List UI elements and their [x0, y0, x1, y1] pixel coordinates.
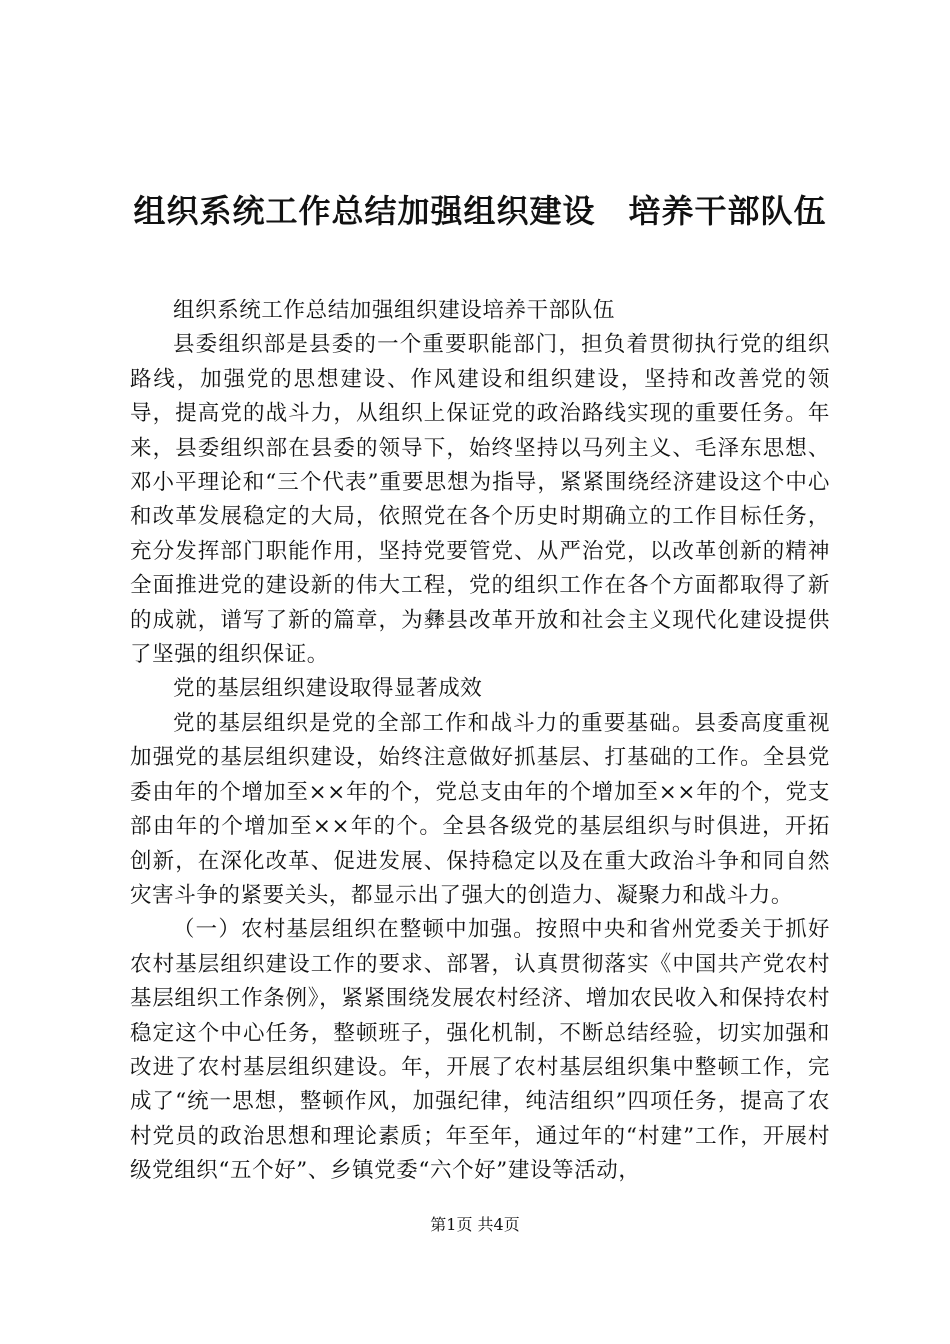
paragraph-intro: 县委组织部是县委的一个重要职能部门，担负着贯彻执行党的组织路线，加强党的思想建设、作风建设和组织建设，坚持和改善党的领导，提高党的战斗力，从组织上保证党的政治路线实现的重要任务。年来，县委组织部在县委的领导下，始终坚持以马列主义、毛泽东思想、邓小平理论和“三个代表”重要思想为指导，紧紧围绕经济建设这个中心和改革发展稳定的大局，依照党在各个历史时期确立的工作目标任务，充分发挥部门职能作用，坚持党要管党、从严治党，以改革创新的精神全面推进党的建设新的伟大工程，党的组织工作在各个方面都取得了新的成就，谱写了新的篇章，为彝县改革开放和社会主义现代化建设提供了坚强的组织保证。	[130, 332, 830, 668]
page-footer: 第1页 共4页	[430, 1215, 520, 1234]
paragraph-grassroots: 党的基层组织是党的全部工作和战斗力的重要基础。县委高度重视加强党的基层组织建设，始终注意做好抓基层、打基础的工作。全县党委由年的个增加至××年的个，党总支由年的个增加至××年的个，党支部由年的个增加至××年的个。全县各级党的基层组织与时俱进，开拓创新，在深化改革、促进发展、保持稳定以及在重大政治斗争和同自然灾害斗争的紧要关头，都显示出了强大的创造力、凝聚力和战斗力。	[130, 710, 830, 908]
paragraph-rural: （一）农村基层组织在整顿中加强。按照中央和省州党委关于抓好农村基层组织建设工作的要求、部署，认真贯彻落实《中国共产党农村基层组织工作条例》，紧紧围绕发展农村经济、增加农民收入和保持农村稳定这个中心任务，整顿班子，强化机制，不断总结经验，切实加强和改进了农村基层组织建设。年，开展了农村基层组织集中整顿工作，完成了“统一思想，整顿作风，加强纪律，纯洁组织”四项任务，提高了农村党员的政治思想和理论素质；年至年，通过年的“村建”工作，开展村级党组织“五个好”、乡镇党委“六个好”建设等活动，	[130, 917, 830, 1184]
document-body	[130, 294, 830, 1189]
document-title: 组织系统工作总结加强组织建设 培养干部队伍	[133, 192, 827, 230]
section-heading: 党的基层组织建设取得显著成效	[173, 676, 483, 702]
paragraph-subtitle: 组织系统工作总结加强组织建设培养干部队伍	[173, 298, 616, 323]
